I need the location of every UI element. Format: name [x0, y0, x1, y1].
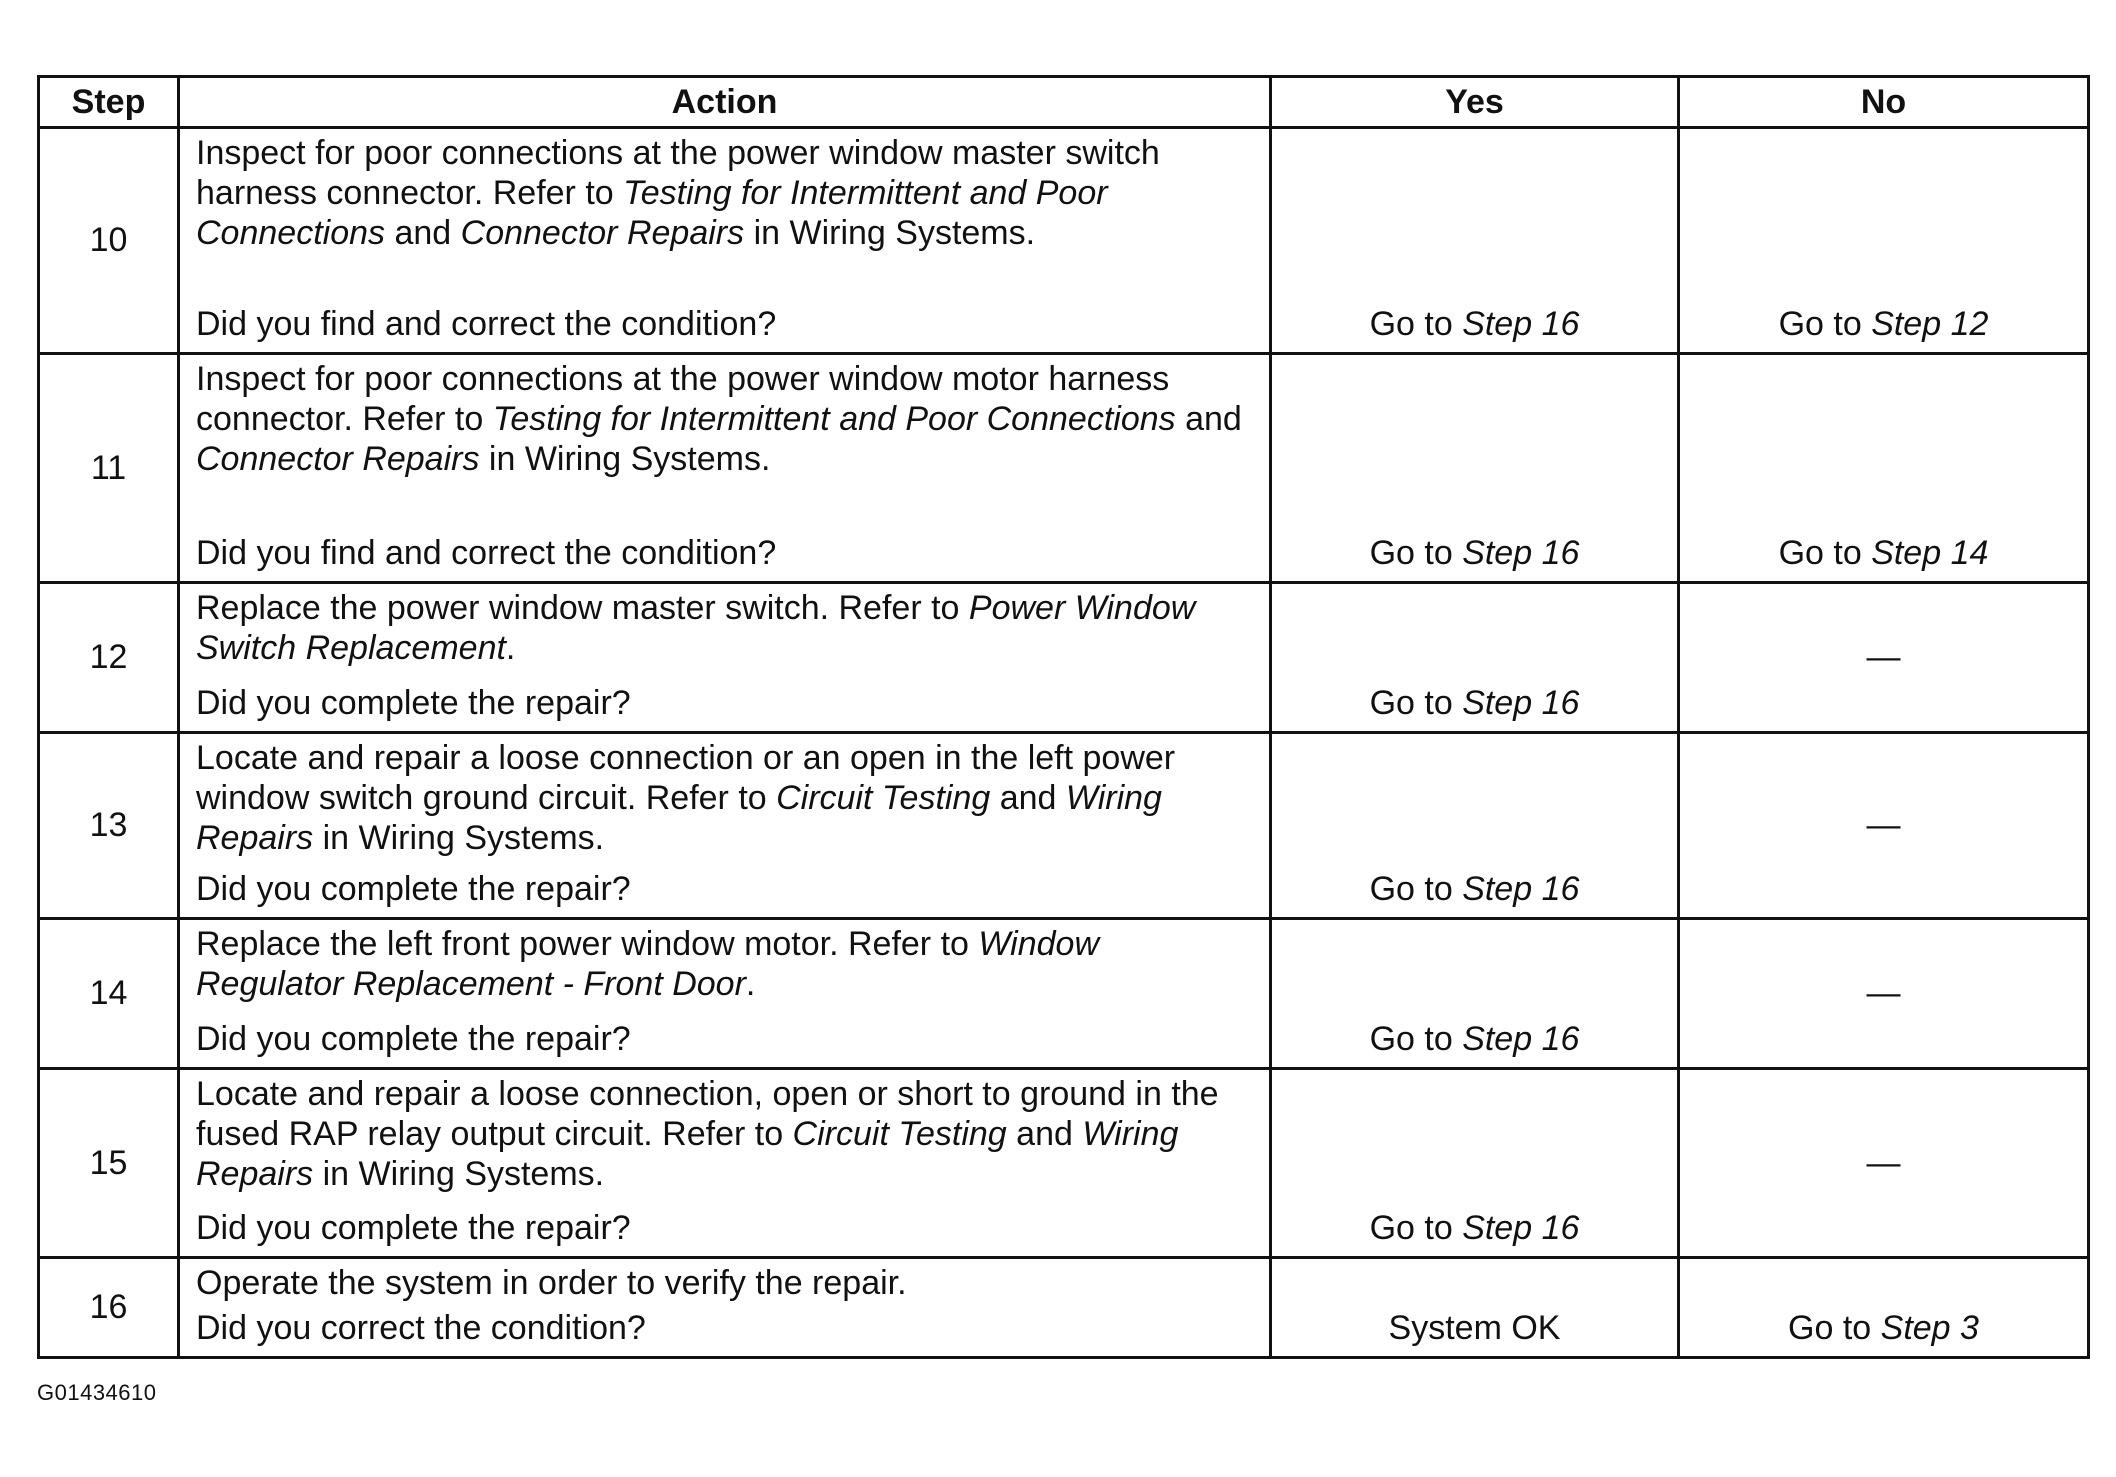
italic-reference: Step 3 [1880, 1309, 1979, 1347]
text-run: — [1866, 974, 1901, 1013]
action-instruction [196, 359, 1255, 479]
text-run: Replace the power window master switch. Refer to [196, 588, 969, 627]
action-instruction [196, 1074, 1255, 1194]
step-number: 16 [39, 1257, 179, 1357]
text-run: Go to [1778, 533, 1872, 572]
action-content [196, 1074, 1255, 1247]
italic-reference: Step 16 [1462, 1208, 1580, 1247]
text-run: in Wiring Systems. [313, 1155, 605, 1194]
action-content [196, 738, 1255, 909]
text-run: . [745, 965, 756, 1004]
table-row [39, 732, 2089, 918]
no-result-none [1679, 1069, 2089, 1257]
action-instruction [196, 738, 1255, 858]
text-run: — [1866, 637, 1901, 676]
italic-reference: Step 16 [1462, 683, 1580, 722]
action-content [196, 359, 1255, 572]
no-result [1679, 354, 2089, 582]
text-run: — [1866, 1143, 1901, 1182]
text-run: and [990, 778, 1066, 817]
table-row [39, 582, 2089, 732]
italic-reference: Connector Repairs [460, 214, 745, 252]
no-result-none [1679, 582, 2089, 732]
action-cell [179, 1257, 1271, 1357]
table-row [39, 354, 2089, 582]
text-run: and [1006, 1115, 1083, 1154]
yes-result [1271, 732, 1679, 918]
italic-reference: Wiring Repairs [196, 778, 1162, 857]
text-run: Inspect for poor connections at the power window motor harness connector. Refer to [196, 360, 1170, 439]
step-number: 10 [39, 128, 179, 354]
italic-reference: Circuit Testing [792, 1115, 1007, 1154]
action-question: Did you correct the condition? [196, 1309, 646, 1347]
header-action: Action [179, 77, 1271, 128]
yes-result [1271, 128, 1679, 354]
table-row [39, 1257, 2089, 1357]
yes-result [1271, 1257, 1679, 1357]
action-question: Did you complete the repair? [196, 683, 631, 722]
action-cell [179, 1069, 1271, 1257]
italic-reference: Step 14 [1871, 533, 1989, 572]
action-content [196, 1263, 1255, 1348]
text-run: Go to [1369, 305, 1463, 344]
text-run: — [1866, 806, 1901, 845]
step-number: 11 [39, 354, 179, 582]
yes-result [1271, 1069, 1679, 1257]
text-run: in Wiring Systems. [744, 214, 1036, 252]
italic-reference: Power Window Switch Replacement [196, 588, 1196, 667]
text-run: Locate and repair a loose connection or an open in the left power window switch ground circuit. Refer to [196, 738, 1176, 817]
action-cell [179, 919, 1271, 1069]
text-run: and [1175, 400, 1242, 439]
italic-reference: Testing for Intermittent and Poor Connections [196, 174, 1108, 252]
action-cell [179, 354, 1271, 582]
text-run: Go to [1369, 870, 1463, 909]
figure-id: G01434610 [37, 1380, 157, 1405]
text-run: Go to [1369, 533, 1463, 572]
action-question: Did you find and correct the condition? [196, 305, 777, 344]
action-cell [179, 582, 1271, 732]
yes-result [1271, 919, 1679, 1069]
action-content [196, 133, 1255, 344]
no-result [1679, 1257, 2089, 1357]
italic-reference: Connector Repairs [196, 440, 480, 479]
step-number: 15 [39, 1069, 179, 1257]
step-number: 13 [39, 732, 179, 918]
italic-reference: Testing for Intermittent and Poor Connections [492, 400, 1176, 439]
text-run: Go to [1369, 1208, 1463, 1247]
text-run: in Wiring Systems. [479, 440, 771, 479]
action-instruction [196, 924, 1255, 1004]
table-row [39, 1069, 2089, 1257]
action-instruction [196, 133, 1255, 253]
text-run: in Wiring Systems. [313, 818, 605, 857]
italic-reference: Step 16 [1462, 1020, 1580, 1059]
text-run: Replace the left front power window motor. Refer to [196, 925, 979, 964]
yes-result [1271, 582, 1679, 732]
yes-result [1271, 354, 1679, 582]
text-run: Go to [1778, 305, 1872, 344]
italic-reference: Circuit Testing [776, 778, 991, 817]
action-question: Did you complete the repair? [196, 870, 631, 909]
table-body [39, 128, 2089, 1358]
text-run: and [385, 214, 461, 252]
action-cell [179, 732, 1271, 918]
table-header-row [39, 77, 2089, 128]
action-content [196, 588, 1255, 723]
diagnostic-table [37, 75, 2090, 1359]
text-run: System OK [1388, 1309, 1561, 1347]
step-number: 14 [39, 919, 179, 1069]
italic-reference: Step 16 [1462, 305, 1580, 344]
italic-reference: Step 16 [1462, 533, 1580, 572]
text-run: Go to [1369, 683, 1463, 722]
action-question: Did you complete the repair? [196, 1020, 631, 1059]
action-cell [179, 128, 1271, 354]
action-content [196, 924, 1255, 1059]
text-run: Go to [1788, 1309, 1881, 1347]
step-number: 12 [39, 582, 179, 732]
italic-reference: Step 12 [1871, 305, 1989, 344]
no-result-none [1679, 732, 2089, 918]
table-row [39, 919, 2089, 1069]
no-result [1679, 128, 2089, 354]
action-instruction [196, 588, 1255, 668]
action-instruction [196, 1263, 1255, 1303]
text-run: . [505, 628, 516, 667]
italic-reference: Step 16 [1462, 870, 1580, 909]
text-run: Inspect for poor connections at the power window master switch harness connector. Refer to [196, 134, 1160, 212]
action-question: Did you complete the repair? [196, 1208, 631, 1247]
italic-reference: Window Regulator Replacement - Front Door [196, 925, 1100, 1004]
header-yes: Yes [1271, 77, 1679, 128]
no-result-none [1679, 919, 2089, 1069]
text-run: Operate the system in order to verify the repair. [196, 1263, 907, 1302]
italic-reference: Wiring Repairs [196, 1115, 1179, 1194]
text-run: Locate and repair a loose connection, open or short to ground in the fused RAP relay output circuit. Refer to [196, 1075, 1219, 1154]
action-question: Did you find and correct the condition? [196, 533, 777, 572]
table-row [39, 128, 2089, 354]
header-step: Step [39, 77, 179, 128]
header-no: No [1679, 77, 2089, 128]
text-run: Go to [1369, 1020, 1463, 1059]
